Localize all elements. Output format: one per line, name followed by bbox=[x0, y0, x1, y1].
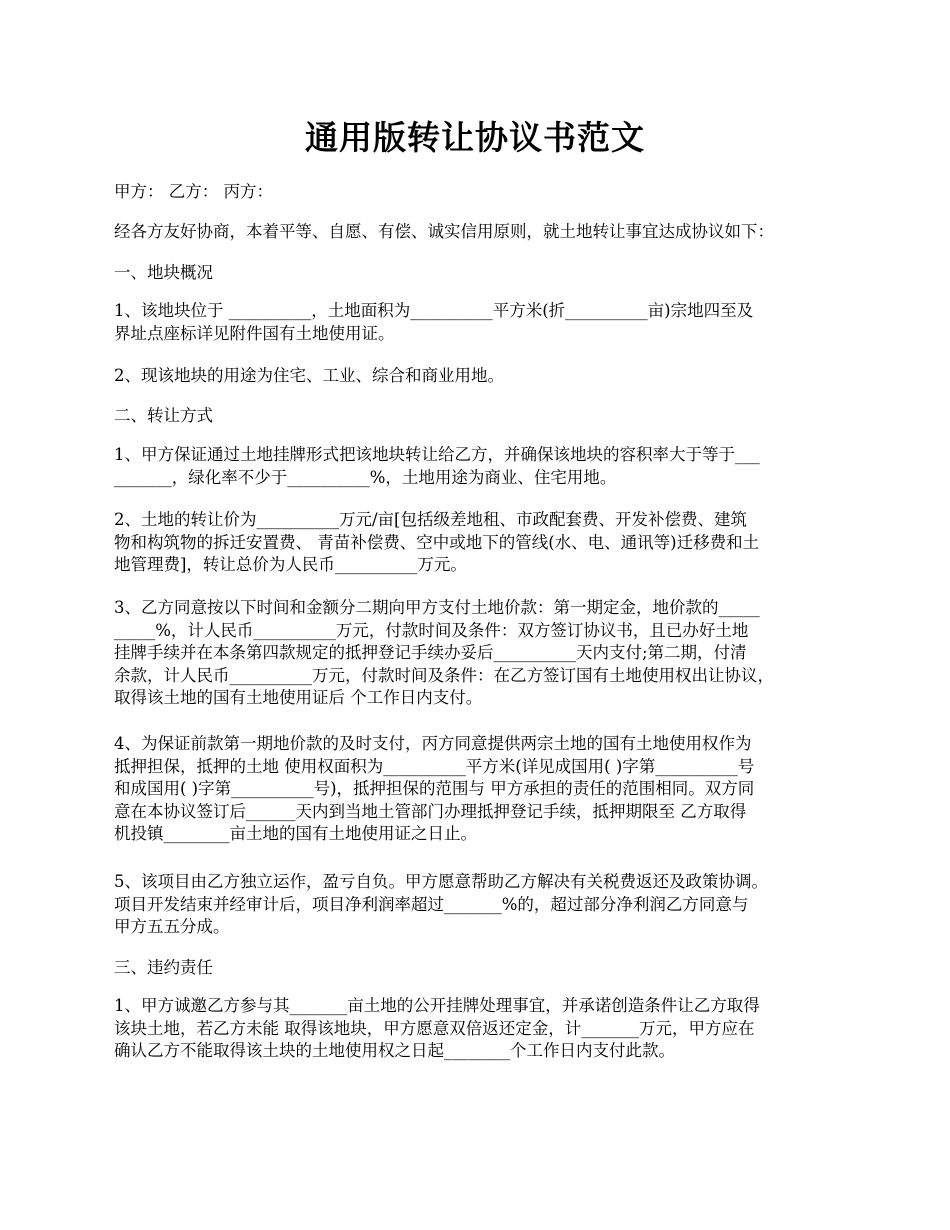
clause-2-1 bbox=[114, 444, 854, 489]
text-line: 挂牌手续并在本条第四款规定的抵押登记手续办妥后__________天内支付;第二期，付清 bbox=[114, 643, 747, 662]
text-line: 意在本协议签订后______天内到当地土管部门办理抵押登记手续，抵押期限至 乙方取得 bbox=[114, 801, 747, 821]
text-line: 取得该土地的国有土地使用证后 个工作日内支付。 bbox=[114, 688, 483, 707]
text-line: 物和构筑物的拆迁安置费、 青苗补偿费、空中或地下的管线(水、电、通讯等)迁移费和土 bbox=[114, 532, 760, 552]
clause-1-2 bbox=[114, 365, 854, 388]
clause-2-3 bbox=[114, 597, 854, 710]
section-heading-2: 二、转让方式 bbox=[114, 406, 213, 425]
text-line: 地管理费]，转让总价为人民币__________万元。 bbox=[114, 555, 467, 574]
text-line: 机投镇________亩土地的国有土地使用证之日止。 bbox=[114, 824, 477, 843]
text-line: 确认乙方不能取得该土块的土地使用权之日起________个工作日内支付此款。 bbox=[114, 1041, 675, 1060]
text-line: 甲方五五分成。 bbox=[114, 917, 230, 936]
section-heading-3: 三、违约责任 bbox=[114, 958, 213, 977]
text-line: 2、土地的转让价为__________万元/亩[包括级差地租、市政配套费、开发补偿费、建筑 bbox=[114, 510, 747, 529]
text-line: 1、甲方诚邀乙方参与其_______亩土地的公开挂牌处理事宜，并承诺创造条件让乙方取得 bbox=[114, 996, 760, 1015]
text-line: 2、现该地块的用途为住宅、工业、综合和商业用地。 bbox=[114, 366, 504, 385]
text-line: _______，绿化率不少于__________%，土地用途为商业、住宅用地。 bbox=[114, 467, 617, 487]
parties-line: 甲方： 乙方： 丙方： bbox=[114, 182, 273, 201]
clause-1-1 bbox=[114, 300, 854, 345]
text-line: 界址点座标详见附件国有土地使用证。 bbox=[114, 323, 395, 343]
text-line: 抵押担保，抵押的土地 使用权面积为__________平方米(详见成国用( )字第__________号 bbox=[114, 756, 755, 776]
intro-paragraph: 经各方友好协商，本着平等、自愿、有偿、诚实信用原则，就土地转让事宜达成协议如下： bbox=[114, 222, 774, 241]
text-line: _____%，计人民币__________万元，付款时间及条件：双方签订协议书，且已办好土地 bbox=[114, 620, 749, 640]
text-line: 4、为保证前款第一期地价款的及时支付，丙方同意提供两宗土地的国有土地使用权作为 bbox=[114, 734, 752, 753]
text-line: 1、甲方保证通过土地挂牌形式把该地块转让给乙方，并确保该地块的容积率大于等于___ bbox=[114, 445, 760, 464]
clause-3-1 bbox=[114, 995, 854, 1063]
text-line: 项目开发结束并经审计后，项目净利润率超过_______%的，超过部分净利润乙方同意与 bbox=[114, 894, 749, 914]
text-line: 3、乙方同意按以下时间和金额分二期向甲方支付土地价款：第一期定金，地价款的_____ bbox=[114, 598, 760, 617]
text-line: 余款，计人民币__________万元，付款时间及条件：在乙方签订国有土地使用权出让协议， bbox=[114, 665, 774, 685]
clause-2-5 bbox=[114, 871, 854, 939]
section-heading-1: 一、地块概况 bbox=[114, 263, 213, 282]
page-title: 通用版转让协议书范文 bbox=[305, 118, 645, 157]
text-line: 1、该地块位于 __________，土地面积为__________平方米(折__________亩)宗地四至及 bbox=[114, 301, 754, 320]
text-line: 5、该项目由乙方独立运作，盈亏自负。甲方愿意帮助乙方解决有关税费返还及政策协调。 bbox=[114, 872, 768, 891]
clause-2-2 bbox=[114, 509, 854, 577]
text-line: 该块土地，若乙方未能 取得该地块，甲方愿意双倍返还定金，计_______万元，甲方应在 bbox=[114, 1018, 755, 1038]
clause-2-4 bbox=[114, 733, 854, 846]
text-line: 和成国用( )字第__________号)，抵押担保的范围与 甲方承担的责任的范围相同。双方同 bbox=[114, 779, 755, 798]
